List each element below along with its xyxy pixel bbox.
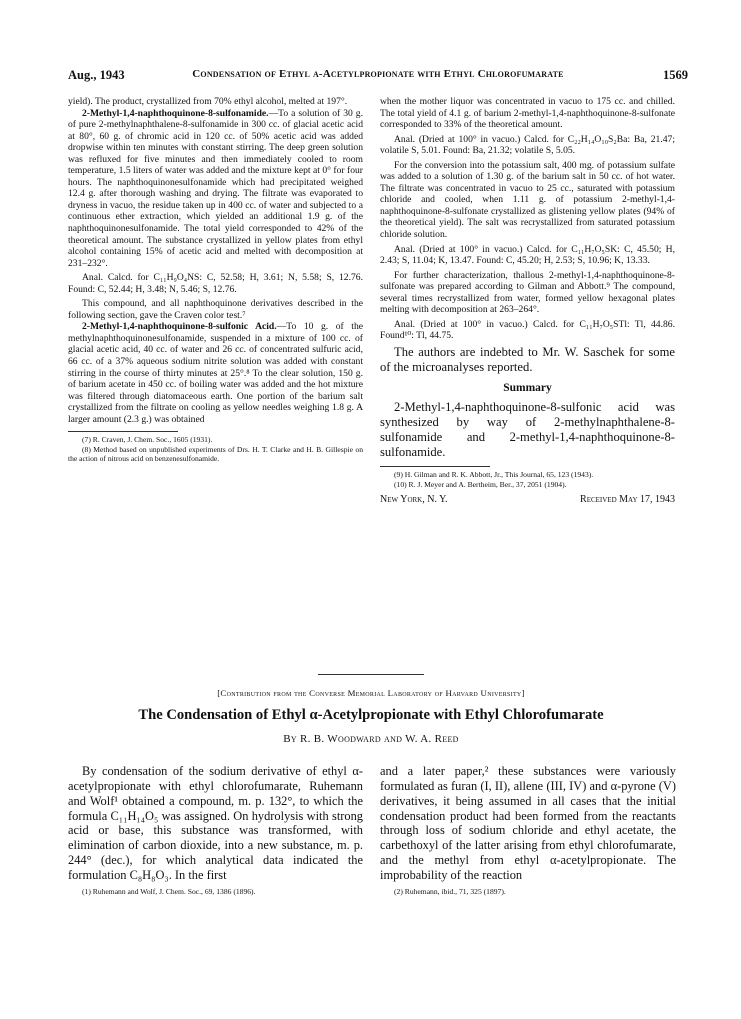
running-title: Condensation of Ethyl α-Acetylpropionate with Ethyl Chlorofumarate <box>192 68 564 80</box>
summary-text: 2-Methyl-1,4-naphthoquinone-8-sulfonic acid was synthesized by way of 2-methylnaphthalene-8-sulfonamide and 2-methyl-1,4-naphthoquinone-8-sulfonamide. <box>380 400 675 460</box>
article-left-column <box>68 764 363 896</box>
paragraph: 2-Methyl-1,4-naphthoquinone-8-sulfonamide.—To a solution of 30 g. of pure 2-methylnaphthalene-8-sulfonamide in 300 cc. of glacial acetic acid at 80°, 60 g. of chromic acid in 120 cc. of 50% acetic acid was added dropwise within ten minutes with constant stirring. The deep green solution was refluxed for five minutes and then immediately cooled to room temperature, 1.5 liters of water was added and the mixture kept at 0° for four hours. The naphthoquinonesulfonamide which had precipitated weighed 12.4 g. after thorough washing and drying. The filtrate was evaporated to dryness in vacuo, the residue taken up in 400 cc. of water and subjected to a continuous ether extraction, which yielded an additional 1.9 g. of the naphthoquinonesulfonamide. The total yield corresponded to 42% of the theoretical amount. The substance crystallized in yellow plates from ethyl alcohol containing 15% of acetic acid and melted with decomposition at 231–232°. <box>68 107 363 269</box>
header-date: Aug., 1943 <box>68 68 125 82</box>
contribution-line: [Contribution from the Converse Memorial Laboratory of Harvard University] <box>217 688 525 698</box>
page-header <box>68 68 688 86</box>
article-separator <box>318 674 424 675</box>
footnote: (1) Ruhemann and Wolf, J. Chem. Soc., 69, 1386 (1896). <box>82 886 256 896</box>
paragraph: 2-Methyl-1,4-naphthoquinone-8-sulfonic Acid.—To 10 g. of the methylnaphthoquinonesulfonamide, suspended in a mixture of 100 cc. of glacial acetic acid, 40 cc. of water and 26 cc. of concentrated sulfuric acid, 66 cc. of a 37% aqueous sodium nitrite solution was added with constant stirring in the course of thirty minutes at 25°.⁸ To the clear solution, 150 g. of barium acetate in 450 cc. of boiling water was added and the hot mixture was filtered through diatomaceous earth. One portion of the barium salt crystallized from the filtrate on cooling as yellow needles weighing 1.8 g. A larger amount (2.3 g.) was obtained <box>68 321 363 425</box>
right-column <box>380 96 675 505</box>
section-heading: 2-Methyl-1,4-naphthoquinone-8-sulfonamide. <box>82 107 269 119</box>
paragraph: By condensation of the sodium derivative of ethyl α-acetylpropionate with ethyl chlorofumarate, Ruhemann and Wolf¹ obtained a compound, m. p. 132°, to which the formula C₁₁H₁₄O₅ was assigned. On hydrolysis with strong acid or base, this substance was transformed, with elimination of carbon dioxide, into a new substance, m. p. 244° (dec.), for which analytical data indicated the formulation C₈H₈O₃. In the first <box>68 764 363 882</box>
analysis-paragraph: Anal. (Dried at 100° in vacuo.) Calcd. for C₁₁H₇O₅STl: Tl, 44.86. Found¹⁰: Tl, 44.75. <box>380 318 675 342</box>
paragraph: For further characterization, thallous 2-methyl-1,4-naphthoquinone-8-sulfonate was prepared according to Gilman and Abbott.⁹ The compound, several times recrystallized from water, formed yellow hexagonal plates melting with decomposition at 263–264°. <box>380 269 675 316</box>
footnote: (2) Ruhemann, ibid., 71, 325 (1897). <box>394 886 506 896</box>
summary-heading: Summary <box>503 381 552 394</box>
analysis-paragraph: Anal. (Dried at 100° in vacuo.) Calcd. for C₂₂H₁₄O₁₀S₂Ba: Ba, 21.47; volatile S, 5.01. Found: Ba, 21.32; volatile S, 5.05. <box>380 133 675 157</box>
paragraph: when the mother liquor was concentrated in vacuo to 175 cc. and chilled. The total yield of 4.1 g. of barium 2-methyl-1,4-naphthoquinone-8-sulfonate corresponded to 33% of the theoretical amount. <box>380 96 675 131</box>
footnote: (8) Method based on unpublished experiments of Drs. H. T. Clarke and H. B. Gillespie on the action of nitrous acid on benzenesulfonamide. <box>68 444 363 463</box>
article-right-column <box>380 764 676 896</box>
article-authors: By R. B. Woodward and W. A. Reed <box>283 733 459 745</box>
article-title: The Condensation of Ethyl α-Acetylpropionate with Ethyl Chlorofumarate <box>138 707 604 723</box>
location: New York, N. Y. <box>380 493 448 505</box>
footnote-rule <box>380 466 490 467</box>
footnote: (9) H. Gilman and R. K. Abbott, Jr., This Journal, 65, 123 (1943). <box>394 470 594 480</box>
paragraph: For the conversion into the potassium salt, 400 mg. of potassium sulfate was added to a solution of 1.30 g. of the barium salt in 50 cc. of hot water. The filtrate was concentrated in vacuo to 25 cc., saturated with potassium chloride and cooled, when 1.11 g. of potassium 2-methyl-1,4-naphthoquinone-8-sulfonate crystallized as glistening yellow plates (94% of the theoretical yield). The salt was recrystallized from saturated potassium chloride solution. <box>380 159 675 241</box>
analysis-paragraph: Anal. (Dried at 100° in vacuo.) Calcd. for C₁₁H₇O₅SK: C, 45.50; H, 2.43; S, 11.04; K, 13.47. Found: C, 45.20; H, 2.53; S, 10.96; K, 13.33. <box>380 243 675 267</box>
left-column <box>68 96 363 463</box>
page-number: 1569 <box>663 68 688 82</box>
paragraph: and a later paper,² these substances were variously formulated as furan (I, II), allene (III, IV) and α-pyrone (V) derivatives, it being assumed in all cases that the initial condensation product had been formed from the reactants through loss of sodium chloride and ethyl acetate, the carbethoxyl of the latter arising from ethyl chlorofumarate, and the methyl from ethyl α-acetylpropionate. The improbability of the reaction <box>380 764 676 882</box>
signature-line <box>380 494 675 506</box>
received-date: Received May 17, 1943 <box>580 493 675 505</box>
analysis-paragraph: Anal. Calcd. for C₁₁H₉O₄NS: C, 52.58; H, 3.61; N, 5.58; S, 12.76. Found: C, 52.44; H, 3.48; N, 5.46; S, 12.76. <box>68 272 363 295</box>
paragraph: This compound, and all naphthoquinone derivatives described in the following section, gave the Craven color test.⁷ <box>68 298 363 321</box>
footnote-rule <box>68 431 178 432</box>
footnote: (7) R. Craven, J. Chem. Soc., 1605 (1931). <box>82 435 213 445</box>
acknowledgment: The authors are indebted to Mr. W. Saschek for some of the microanalyses reported. <box>380 344 675 374</box>
section-heading: 2-Methyl-1,4-naphthoquinone-8-sulfonic Acid. <box>82 321 277 333</box>
paragraph: yield). The product, crystallized from 70% ethyl alcohol, melted at 197°. <box>68 96 348 107</box>
footnote: (10) R. J. Meyer and A. Bertheim, Ber., 37, 2051 (1904). <box>394 479 567 489</box>
